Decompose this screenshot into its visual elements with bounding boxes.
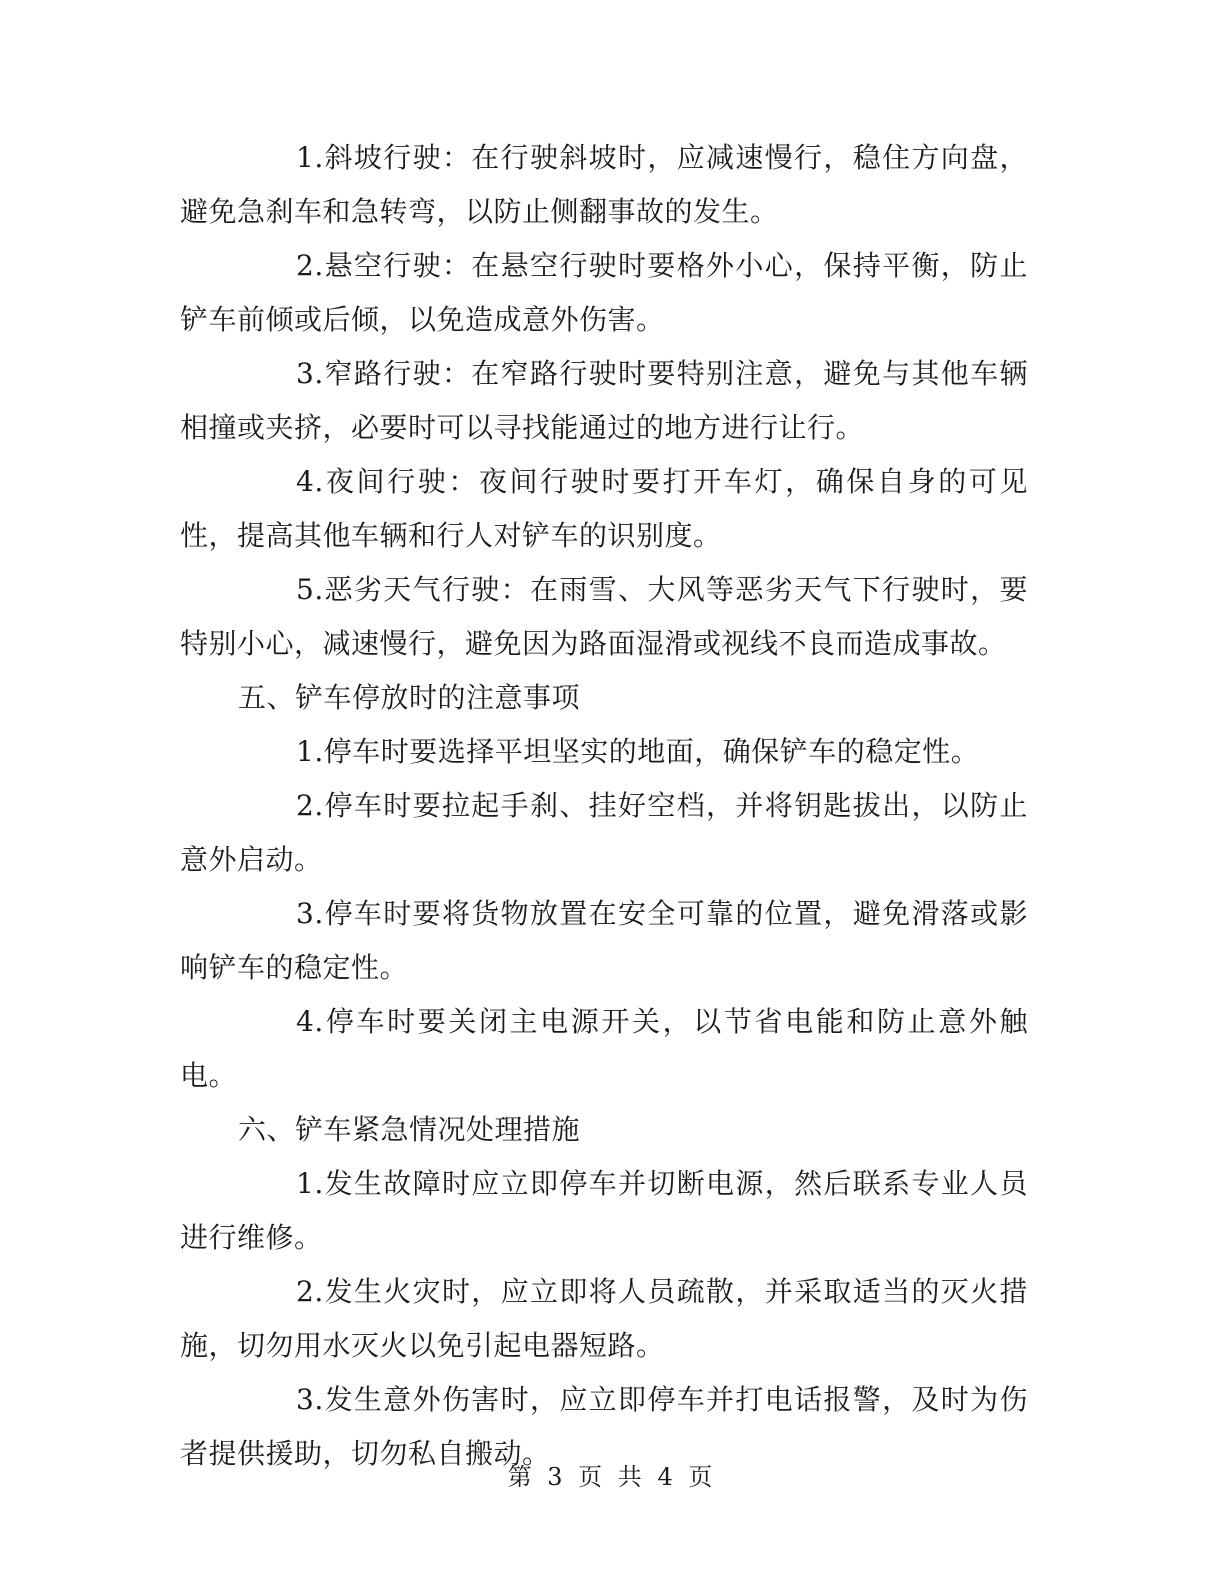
item-number: 1.	[296, 1167, 324, 1200]
item-text: 停车时要将货物放置在安全可靠的位置，避免滑落或影响铲车的稳定性。	[180, 897, 1028, 984]
document-body	[180, 131, 1028, 1481]
item-number: 3.	[296, 897, 324, 930]
item-number: 5.	[296, 573, 324, 606]
list-item	[180, 1157, 1028, 1265]
item-text: 悬空行驶：在悬空行驶时要格外小心，保持平衡，防止铲车前倾或后倾，以免造成意外伤害。	[180, 249, 1028, 336]
item-number: 2.	[296, 1275, 324, 1308]
list-item	[180, 239, 1028, 347]
item-number: 4.	[296, 1005, 324, 1038]
list-item	[180, 347, 1028, 455]
list-item	[180, 995, 1028, 1103]
item-number: 2.	[296, 789, 324, 822]
list-item	[180, 563, 1028, 671]
list-item	[180, 887, 1028, 995]
item-number: 3.	[296, 357, 324, 390]
item-text: 斜坡行驶：在行驶斜坡时，应减速慢行，稳住方向盘，避免急刹车和急转弯，以防止侧翻事故的发生。	[180, 141, 1028, 228]
item-text: 窄路行驶：在窄路行驶时要特别注意，避免与其他车辆相撞或夹挤，必要时可以寻找能通过的地方进行让行。	[180, 357, 1028, 444]
item-text: 恶劣天气行驶：在雨雪、大风等恶劣天气下行驶时，要特别小心，减速慢行，避免因为路面湿滑或视线不良而造成事故。	[180, 573, 1028, 660]
item-number: 1.	[296, 141, 324, 174]
item-number: 1.	[296, 735, 324, 768]
list-item	[180, 725, 1028, 779]
item-text: 停车时要拉起手刹、挂好空档，并将钥匙拔出，以防止意外启动。	[180, 789, 1028, 876]
item-text: 发生意外伤害时，应立即停车并打电话报警，及时为伤者提供援助，切勿私自搬动。	[180, 1383, 1028, 1470]
list-item	[180, 131, 1028, 239]
section-heading-emergency: 六、铲车紧急情况处理措施	[238, 1113, 581, 1146]
item-text: 夜间行驶：夜间行驶时要打开车灯，确保自身的可见性，提高其他车辆和行人对铲车的识别度。	[180, 465, 1028, 552]
item-text: 停车时要选择平坦坚实的地面，确保铲车的稳定性。	[323, 735, 980, 768]
list-item	[180, 779, 1028, 887]
item-number: 4.	[296, 465, 324, 498]
list-item	[180, 1265, 1028, 1373]
item-text: 停车时要关闭主电源开关，以节省电能和防止意外触电。	[180, 1005, 1028, 1092]
section-heading-parking: 五、铲车停放时的注意事项	[238, 681, 581, 714]
item-number: 3.	[296, 1383, 324, 1416]
item-number: 2.	[296, 249, 324, 282]
list-item	[180, 455, 1028, 563]
page-number-footer: 第 3 页 共 4 页	[507, 1463, 717, 1491]
item-text: 发生故障时应立即停车并切断电源，然后联系专业人员进行维修。	[180, 1167, 1028, 1254]
item-text: 发生火灾时，应立即将人员疏散，并采取适当的灭火措施，切勿用水灭火以免引起电器短路。	[180, 1275, 1028, 1362]
